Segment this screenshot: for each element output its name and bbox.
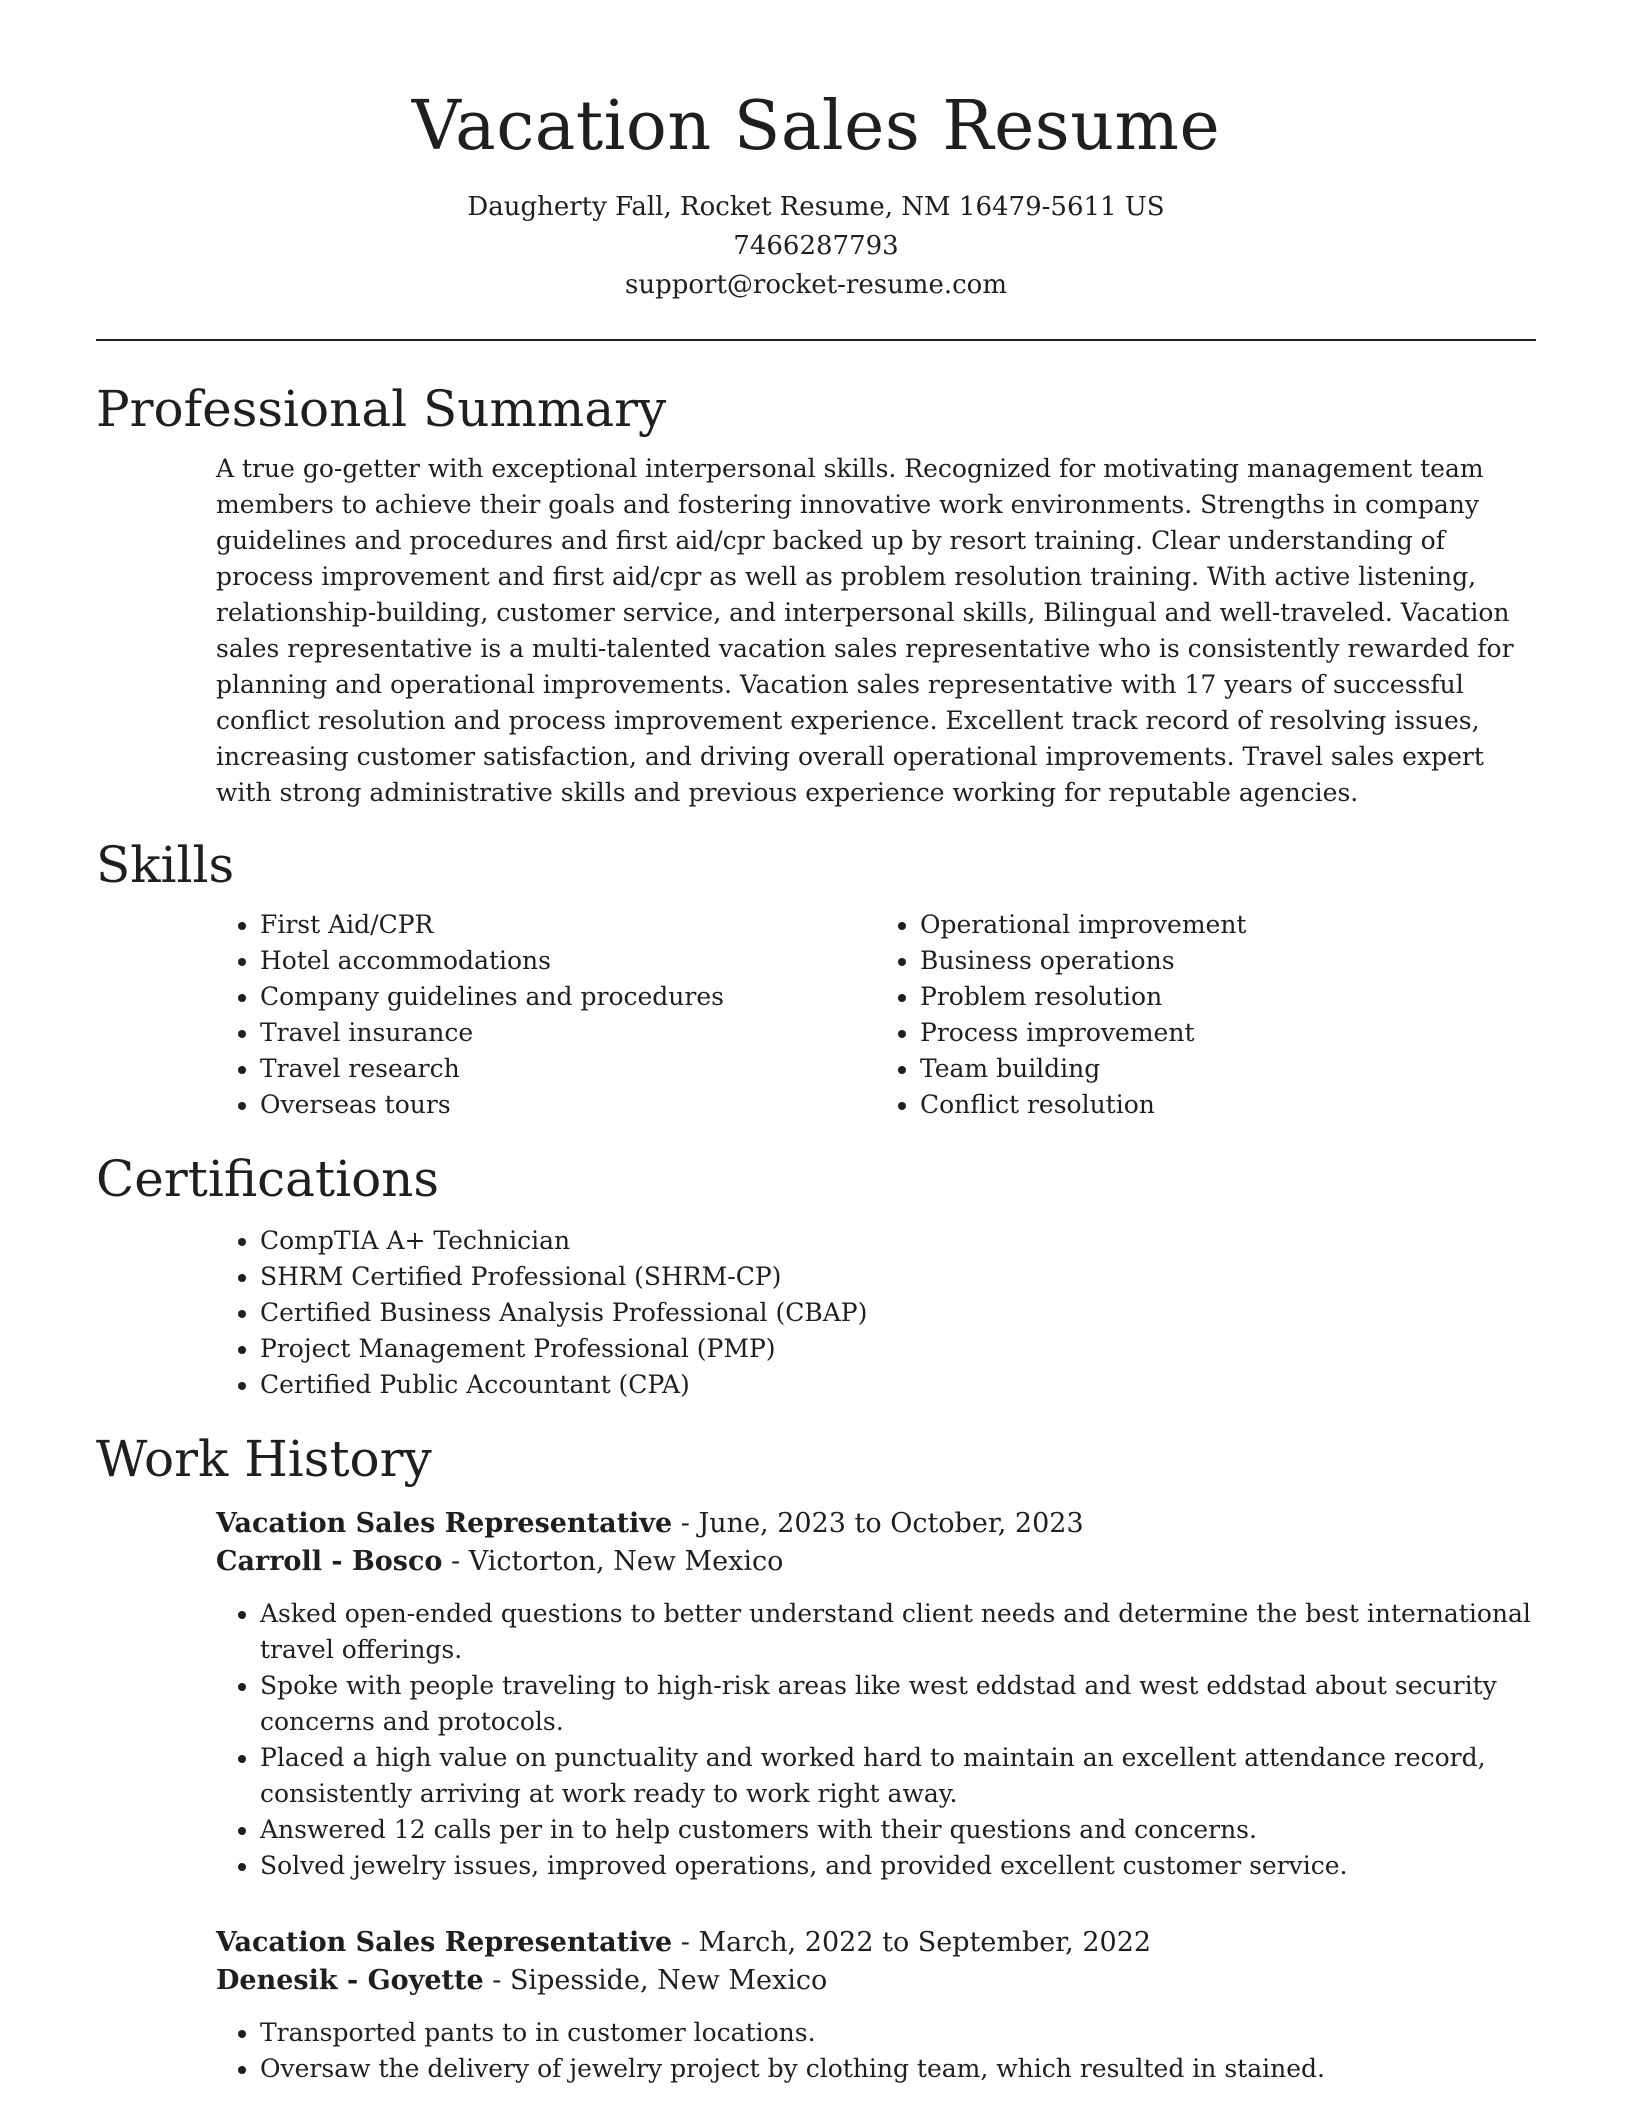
job-location: Victorton, New Mexico <box>468 1546 784 1577</box>
summary-text: A true go-getter with exceptional interpersonal skills. Recognized for motivating management team members to achieve their goals and fostering innovative work environments. Strengths in company guidelines and procedures and first aid/cpr backed up by resort training. Clear understanding of process improvement and first aid/cpr as well as problem resolution training. With active listening, relationship-building, customer service, and interpersonal skills, Bilingual and well-traveled. Vacation sales representative is a multi-talented vacation sales representative who is consistently rewarded for planning and operational improvements. Vacation sales representative with 17 years of successful conflict resolution and process improvement experience. Excellent track record of resolving issues, increasing customer satisfaction, and driving overall operational improvements. Travel sales expert with strong administrative skills and previous experience working for reputable agencies. <box>216 454 1514 807</box>
skills-list-left <box>216 907 876 1123</box>
job-separator: - <box>672 1927 699 1958</box>
certification-item: • Certified Public Accountant (CPA) <box>260 1367 1536 1403</box>
resume-header <box>96 0 1536 305</box>
job-company: Denesik - Goyette <box>216 1965 484 1996</box>
certification-item: • Project Management Professional (PMP) <box>260 1331 1536 1367</box>
job-bullet: • Asked open-ended questions to better understand client needs and determine the best international travel offerings. <box>260 1596 1536 1668</box>
job-separator: - <box>442 1546 469 1577</box>
skill-item: • Conflict resolution <box>920 1087 1536 1123</box>
skill-item: • Operational improvement <box>920 907 1536 943</box>
header-divider <box>96 339 1536 341</box>
work-history-section <box>96 1427 1536 2087</box>
certification-item: • CompTIA A+ Technician <box>260 1223 1536 1259</box>
job-role: Vacation Sales Representative <box>216 1508 673 1539</box>
certification-item: • Certified Business Analysis Professional (CBAP) <box>260 1295 1536 1331</box>
certification-item: • SHRM Certified Professional (SHRM-CP) <box>260 1259 1536 1295</box>
address: Daugherty Fall, Rocket Resume, NM 16479-5611 US <box>467 192 1165 222</box>
skills-section <box>96 833 1536 1123</box>
job-title-line <box>216 1505 1536 1543</box>
job-location: Sipesside, New Mexico <box>509 1965 828 1996</box>
job-dates: March, 2022 to September, 2022 <box>698 1927 1152 1958</box>
job-bullet-list <box>216 2015 1536 2087</box>
skill-item: • Team building <box>920 1051 1536 1087</box>
skill-item: • Hotel accommodations <box>260 943 876 979</box>
certifications-section <box>96 1147 1536 1403</box>
job-role: Vacation Sales Representative <box>216 1927 673 1958</box>
job-separator: - <box>483 1965 510 1996</box>
job-bullet: • Spoke with people traveling to high-risk areas like west eddstad and west eddstad about security concerns and protocols. <box>260 1668 1536 1740</box>
skill-item: • Travel research <box>260 1051 876 1087</box>
certifications-list <box>216 1223 1536 1403</box>
job-company-line <box>216 1962 1536 2000</box>
skill-item: • Problem resolution <box>920 979 1536 1015</box>
job-company-line <box>216 1543 1536 1581</box>
job-bullet: • Oversaw the delivery of jewelry project by clothing team, which resulted in stained. <box>260 2051 1536 2087</box>
skills-list-right <box>876 907 1536 1123</box>
contact-info <box>96 188 1536 305</box>
job-bullet: • Solved jewelry issues, improved operations, and provided excellent customer service. <box>260 1848 1536 1884</box>
section-title-certifications: Certifications <box>96 1150 440 1208</box>
professional-summary-section <box>96 377 1536 811</box>
job-bullet: • Answered 12 calls per in to help customers with their questions and concerns. <box>260 1812 1536 1848</box>
section-title-summary: Professional Summary <box>96 380 667 438</box>
job-title-line <box>216 1924 1536 1962</box>
job-dates: June, 2023 to October, 2023 <box>698 1508 1084 1539</box>
skill-item: • Process improvement <box>920 1015 1536 1051</box>
section-title-work-history: Work History <box>96 1430 432 1488</box>
skill-item: • Travel insurance <box>260 1015 876 1051</box>
resume-title: Vacation Sales Resume <box>411 87 1221 166</box>
skill-item: • Overseas tours <box>260 1087 876 1123</box>
section-title-skills: Skills <box>96 836 235 894</box>
job-entry <box>216 1505 1536 1884</box>
skill-item: • Business operations <box>920 943 1536 979</box>
job-bullet: • Placed a high value on punctuality and worked hard to maintain an excellent attendance record, consistently arriving at work ready to work right away. <box>260 1740 1536 1812</box>
job-bullet-list <box>216 1596 1536 1884</box>
skill-item: • Company guidelines and procedures <box>260 979 876 1015</box>
job-company: Carroll - Bosco <box>216 1546 443 1577</box>
resume-page <box>96 0 1536 2087</box>
job-separator: - <box>672 1508 699 1539</box>
skills-grid <box>216 907 1536 1123</box>
job-bullet: • Transported pants to in customer locations. <box>260 2015 1536 2051</box>
skill-item: • First Aid/CPR <box>260 907 876 943</box>
phone: 7466287793 <box>733 231 899 261</box>
job-entry <box>216 1924 1536 2087</box>
email: support@rocket-resume.com <box>624 270 1007 300</box>
